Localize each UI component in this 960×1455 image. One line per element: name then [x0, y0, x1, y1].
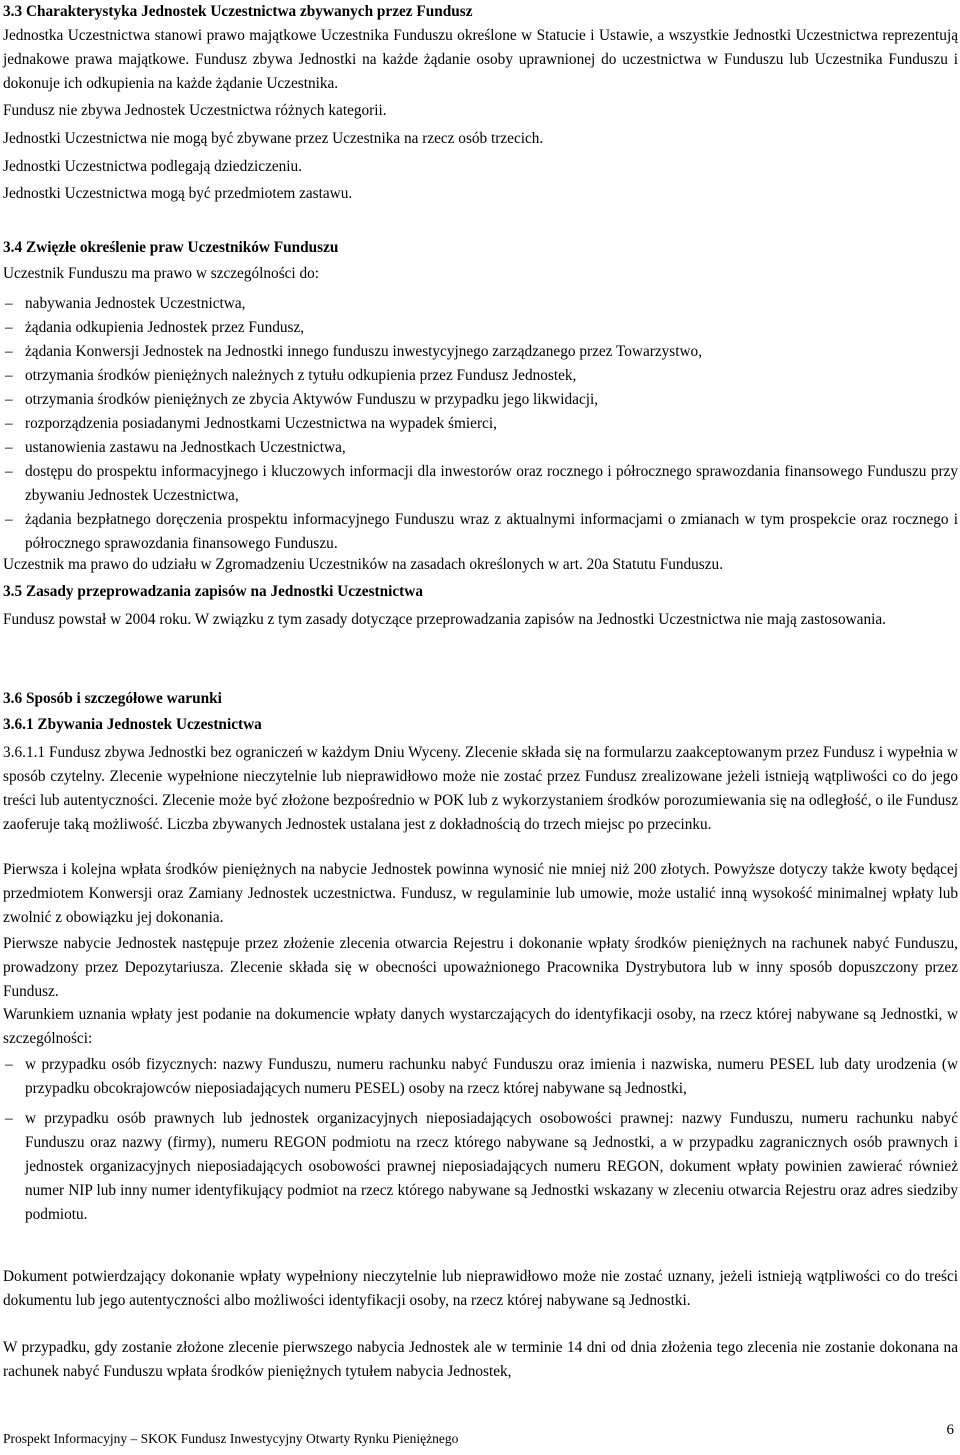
section-3-5-heading: 3.5 Zasady przeprowadzania zapisów na Jednostki Uczestnictwa	[3, 583, 423, 600]
list-item: – żądania odkupienia Jednostek przez Fundusz,	[3, 316, 958, 340]
first-purchase-paragraph: Pierwsze nabycie Jednostek następuje przez złożenie zlecenia otwarcia Rejestru i dokonanie wpłaty środków pieniężnych na rachunek nabyć Funduszu, prowadzony przez Depozytariusza. Zlecenie składa się w obecności upoważnionego Pracownika Dystrybutora lub w inny sposób dopuszczony przez Fundusz.	[3, 935, 958, 1000]
payment-conditions-paragraph: Warunkiem uznania wpłaty jest podanie na dokumencie wpłaty danych wystarczających do identyfikacji osoby, na rzecz której nabywane są Jednostki, w szczególności:	[3, 1006, 958, 1047]
payment-data-list	[3, 1053, 958, 1227]
list-item: – rozporządzenia posiadanymi Jednostkami Uczestnictwa na wypadek śmierci,	[3, 412, 958, 436]
payment-document-paragraph: Dokument potwierdzający dokonanie wpłaty wypełniony nieczytelnie lub nieprawidłowo może nie zostać uznany, jeżeli istnieją wątpliwości co do treści dokumentu lub jego autentyczności albo możliwości identyfikacji osoby, na rzecz której nabywane są Jednostki.	[3, 1268, 958, 1309]
section-3-3-paragraph-1: Jednostka Uczestnictwa stanowi prawo majątkowe Uczestnika Funduszu określone w Statucie i Ustawie, a wszystkie Jednostki Uczestnictwa reprezentują jednakowe prawa majątkowe. Fundusz zbywa Jednostki na każde żądanie osoby uprawnionej do uczestnictwa w Funduszu lub Uczestnika Funduszu i dokonuje ich odkupienia na każde żądanie Uczestnika.	[3, 27, 958, 92]
section-3-6-1-heading: 3.6.1 Zbywania Jednostek Uczestnictwa	[3, 716, 262, 733]
list-item: – żądania Konwersji Jednostek na Jednostki innego funduszu inwestycyjnego zarządzanego przez Towarzystwo,	[3, 340, 958, 364]
list-item: – w przypadku osób fizycznych: nazwy Funduszu, numeru rachunku nabyć Funduszu oraz imienia i nazwiska, numeru PESEL lub daty urodzenia (w przypadku obcokrajowców nieposiadających numeru PESEL) osoby na rzecz której nabywane są Jednostki,	[3, 1053, 958, 1101]
minimum-payment-paragraph: Pierwsza i kolejna wpłata środków pieniężnych na nabycie Jednostek powinna wynosić nie mniej niż 200 złotych. Powyższe dotyczy także kwoty będącej przedmiotem Konwersji oraz Zamiany Jednostek uczestnictwa. Fundusz, w regulaminie lub umowie, może ustalić inną wysokość minimalnej wpłaty lub zwolnić z obowiązku jej dokonania.	[3, 861, 958, 926]
first-order-paragraph: W przypadku, gdy zostanie złożone zlecenie pierwszego nabycia Jednostek ale w terminie 14 dni od dnia złożenia tego zlecenia nie zostanie dokonana na rachunek nabyć Funduszu wpłata środków pieniężnych tytułem nabycia Jednostek,	[3, 1339, 958, 1380]
section-3-6-heading: 3.6 Sposób i szczegółowe warunki	[3, 690, 222, 707]
list-item: – otrzymania środków pieniężnych należnych z tytułu odkupienia przez Fundusz Jednostek,	[3, 364, 958, 388]
section-3-4-heading: 3.4 Zwięzłe określenie praw Uczestników Funduszu	[3, 239, 339, 256]
list-item: – w przypadku osób prawnych lub jednostek organizacyjnych nieposiadających osobowości prawnej: nazwy Funduszu, numeru rachunku nabyć Funduszu oraz nazwy (firmy), numeru REGON podmiotu na rzecz którego nabywane są Jednostki, a w przypadku zagranicznych osób prawnych i jednostek organizacyjnych nieposiadających osobowości prawnej nieposiadających numeru REGON, dokument wpłaty powinien zawierać również numer NIP lub inny numer identyfikujący podmiot na rzecz którego nabywane są Jednostki wskazany w zleceniu otwarcia Rejestru oraz adres siedziby podmiotu.	[3, 1107, 958, 1227]
section-3-3-paragraph-5: Jednostki Uczestnictwa mogą być przedmiotem zastawu.	[3, 185, 353, 202]
page-footer: Prospekt Informacyjny – SKOK Fundusz Inwestycyjny Otwarty Rynku Pieniężnego	[3, 1431, 459, 1446]
section-3-3-paragraph-3: Jednostki Uczestnictwa nie mogą być zbywane przez Uczestnika na rzecz osób trzecich.	[3, 130, 544, 147]
list-item: – ustanowienia zastawu na Jednostkach Uczestnictwa,	[3, 436, 958, 460]
list-item: – żądania bezpłatnego doręczenia prospektu informacyjnego Funduszu wraz z aktualnymi informacjami o zmianach w tym prospekcie oraz rocznego i półrocznego sprawozdania finansowego Funduszu.	[3, 508, 958, 556]
page-number: 6	[946, 1422, 954, 1438]
list-item: – otrzymania środków pieniężnych ze zbycia Aktywów Funduszu w przypadku jego likwidacji,	[3, 388, 958, 412]
section-3-6-1-1-paragraph: 3.6.1.1 Fundusz zbywa Jednostki bez ograniczeń w każdym Dniu Wyceny. Zlecenie składa się na formularzu zaakceptowanym przez Fundusz i wypełnia w sposób czytelny. Zlecenie wypełnione nieczytelnie lub nieprawidłowo może nie zostać przez Fundusz zrealizowane jeżeli istnieją wątpliwości co do jego treści lub autentyczności. Zlecenie może być złożone bezpośrednio w POK lub z wykorzystaniem środków porozumiewania się na odległość, o ile Fundusz zaoferuje taką możliwość. Liczba zbywanych Jednostek ustalana jest z dokładnością do trzech miejsc po przecinku.	[3, 744, 958, 833]
section-3-3-paragraph-4: Jednostki Uczestnictwa podlegają dziedziczeniu.	[3, 158, 303, 175]
section-3-5-paragraph: Fundusz powstał w 2004 roku. W związku z tym zasady dotyczące przeprowadzania zapisów na Jednostki Uczestnictwa nie mają zastosowania.	[3, 611, 886, 628]
section-3-3-heading: 3.3 Charakterystyka Jednostek Uczestnictwa zbywanych przez Fundusz	[3, 3, 473, 20]
section-3-3-paragraph-2: Fundusz nie zbywa Jednostek Uczestnictwa różnych kategorii.	[3, 102, 387, 119]
section-3-4-intro: Uczestnik Funduszu ma prawo w szczególności do:	[3, 265, 320, 282]
list-item: – nabywania Jednostek Uczestnictwa,	[3, 292, 958, 316]
list-item: – dostępu do prospektu informacyjnego i kluczowych informacji dla inwestorów oraz rocznego i półrocznego sprawozdania finansowego Funduszu przy zbywaniu Jednostek Uczestnictwa,	[3, 460, 958, 508]
rights-list	[3, 292, 958, 556]
section-3-4-closing: Uczestnik ma prawo do udziału w Zgromadzeniu Uczestników na zasadach określonych w art. 20a Statutu Funduszu.	[3, 556, 724, 573]
